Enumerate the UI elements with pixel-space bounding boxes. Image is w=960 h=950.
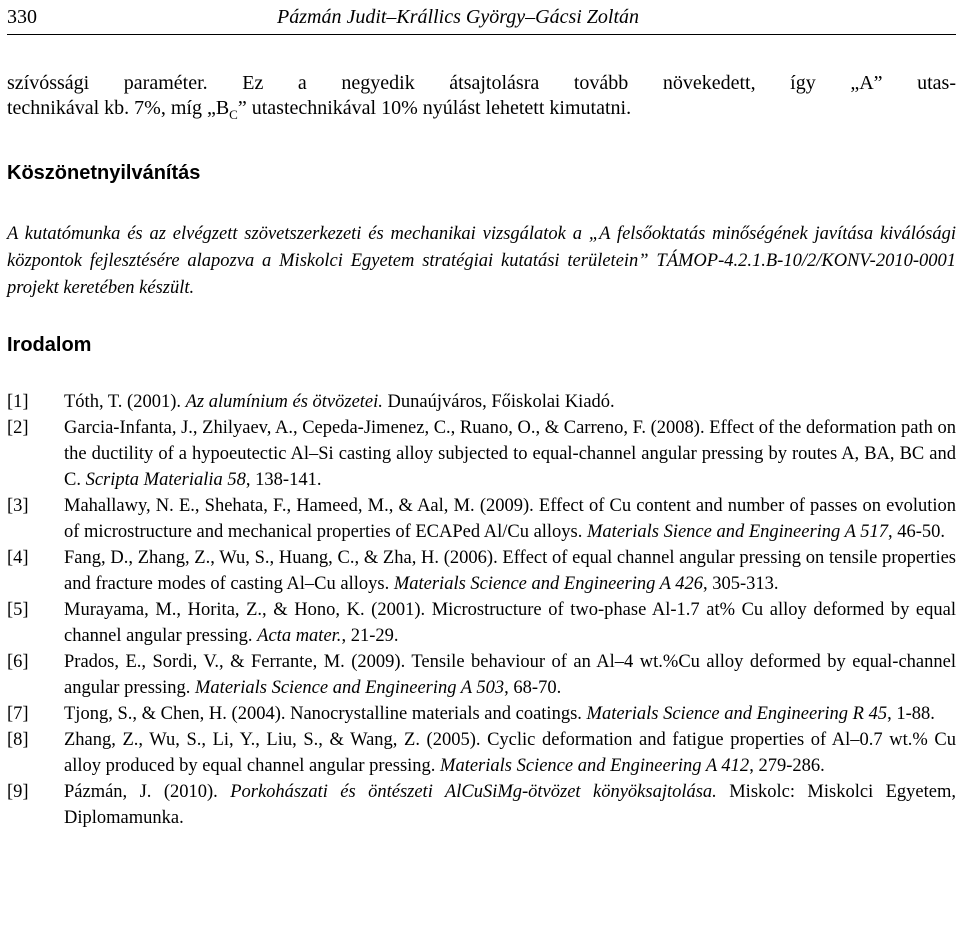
acknowledgement-text: A kutatómunka és az elvégzett szövetszerkezeti és mechanikai vizsgálatok a „A felsőoktatás minőségének javítása kiválósági központok fejlesztésére alapozva a Miskolci Egyetem stratégiai kutatási területein” TÁMOP-4.2.1.B-10/2/KONV-2010-0001 projekt keretében készült.: [7, 224, 956, 298]
reference-pages: Miskolc: Miskolci Egyetem, Diplomamunka.: [64, 782, 956, 828]
intro-line-1: szívóssági paraméter. Ez a negyedik átsajtolásra tovább növekedett, így „A” utas-: [7, 72, 956, 94]
reference-text: Prados, E., Sordi, V., & Ferrante, M. (2009). Tensile behaviour of an Al–4 wt.%Cu alloy deformed by equal-channel angular pressing.: [64, 652, 956, 698]
references-heading: Irodalom: [7, 334, 92, 356]
reference-text: Pázmán, J. (2010).: [64, 782, 231, 802]
reference-pages: , 138-141.: [245, 470, 322, 490]
page-number: 330: [7, 6, 37, 28]
reference-item: [7, 597, 956, 649]
reference-label: [1]: [7, 392, 29, 412]
reference-pages: , 21-29.: [341, 626, 399, 646]
reference-source: Acta mater.: [257, 626, 342, 646]
reference-label: [7]: [7, 704, 29, 724]
reference-pages: , 68-70.: [504, 678, 562, 698]
reference-text: Garcia-Infanta, J., Zhilyaev, A., Cepeda-Jimenez, C., Ruano, O., & Carreno, F. (2008). Effect of the deformation path on the ductility of a hypoeutectic Al–Si casting alloy subjected to equal-channel angular pressing by routes A, BA, BC and C.: [64, 418, 956, 490]
reference-source: Materials Science and Engineering A 503: [195, 678, 505, 698]
reference-pages: , 1-88.: [887, 704, 935, 724]
reference-list: [7, 389, 956, 831]
running-header: [7, 4, 956, 35]
intro-line-2a: technikával kb. 7%, míg „B: [7, 97, 230, 119]
reference-pages: Dunaújváros, Főiskolai Kiadó.: [382, 392, 615, 412]
reference-item: [7, 701, 956, 727]
running-authors: Pázmán Judit–Krállics György–Gácsi Zoltán: [277, 6, 640, 28]
reference-item: [7, 415, 956, 493]
acknowledgement-heading: Köszönetnyilvánítás: [7, 162, 201, 184]
reference-pages: , 279-286.: [749, 756, 825, 776]
reference-text: Mahallawy, N. E., Shehata, F., Hameed, M., & Aal, M. (2009). Effect of Cu content and number of passes on evolution of microstructure and mechanical properties of ECAPed Al/Cu alloys.: [64, 496, 956, 542]
reference-source: Materials Science and Engineering R 45: [586, 704, 888, 724]
reference-item: [7, 649, 956, 701]
reference-source: Materials Science and Engineering A 412: [440, 756, 750, 776]
reference-text: Tjong, S., & Chen, H. (2004). Nanocrystalline materials and coatings.: [64, 704, 587, 724]
reference-source: Az alumínium és ötvözetei.: [185, 392, 383, 412]
reference-text: Zhang, Z., Wu, S., Li, Y., Liu, S., & Wang, Z. (2005). Cyclic deformation and fatigue properties of Al–0.7 wt.% Cu alloy produced by equal channel angular pressing.: [64, 730, 956, 776]
reference-label: [8]: [7, 730, 29, 750]
reference-label: [3]: [7, 496, 29, 516]
reference-item: [7, 493, 956, 545]
intro-line-2: [7, 96, 956, 127]
intro-subscript: C: [229, 107, 238, 122]
reference-source: Scripta Materialia 58: [85, 470, 246, 490]
reference-label: [5]: [7, 600, 29, 620]
reference-pages: , 46-50.: [887, 522, 945, 542]
intro-line-2b: ” utastechnikával 10% nyúlást lehetett kimutatni.: [237, 97, 632, 119]
reference-label: [4]: [7, 548, 29, 568]
reference-item: [7, 389, 956, 415]
intro-paragraph: [7, 71, 956, 127]
reference-label: [9]: [7, 782, 29, 802]
reference-item: [7, 727, 956, 779]
reference-label: [2]: [7, 418, 29, 438]
reference-text: Murayama, M., Horita, Z., & Hono, K. (2001). Microstructure of two-phase Al-1.7 at% Cu alloy deformed by equal channel angular pressing.: [64, 600, 956, 646]
reference-source: Porkohászati és öntészeti AlCuSiMg-ötvözet könyöksajtolása.: [230, 782, 717, 802]
reference-source: Materials Science and Engineering A 426: [393, 574, 703, 594]
reference-label: [6]: [7, 652, 29, 672]
reference-source: Materials Sience and Engineering A 517: [587, 522, 888, 542]
reference-text: Fang, D., Zhang, Z., Wu, S., Huang, C., & Zha, H. (2006). Effect of equal channel angular pressing on tensile properties and fracture modes of casting Al–Cu alloys.: [64, 548, 956, 594]
reference-text: Tóth, T. (2001).: [64, 392, 186, 412]
reference-pages: , 305-313.: [702, 574, 779, 594]
reference-item: [7, 779, 956, 831]
reference-item: [7, 545, 956, 597]
